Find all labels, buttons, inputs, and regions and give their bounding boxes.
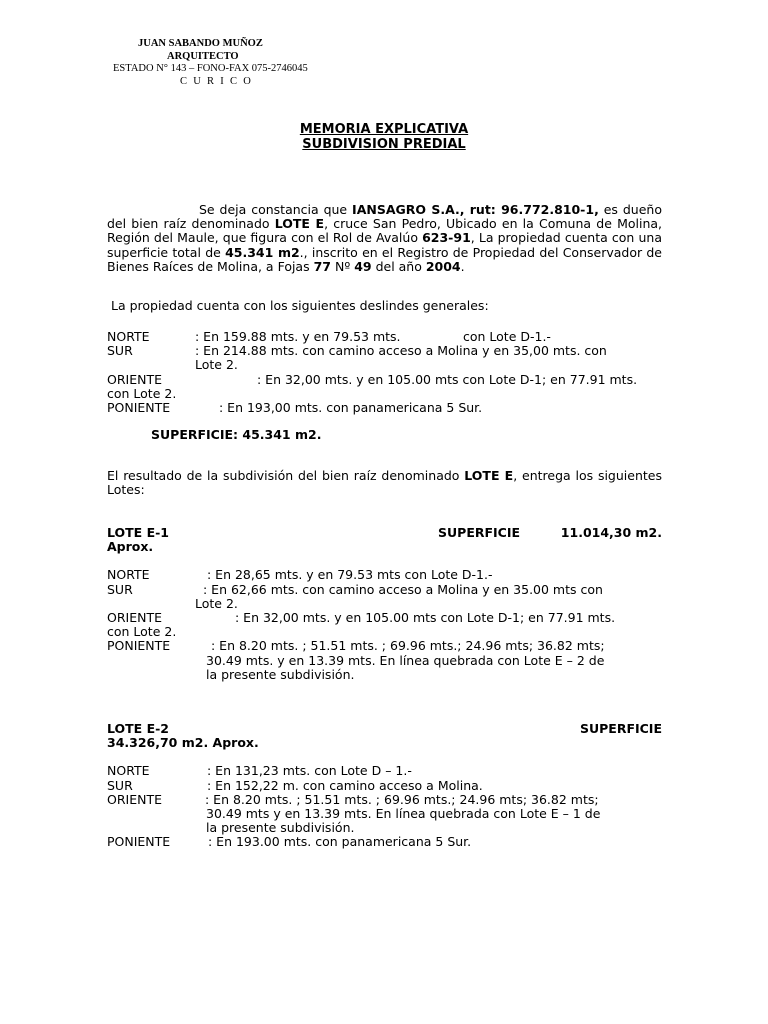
intro-paragraph: Se deja constancia que IANSAGRO S.A., rut: 96.772.810-1, es dueño del bien raíz denominado LOTE E, cruce San Pedro, Ubicado en la Comuna de Molina, Región del Maule, que figura con el Rol de Avalúo 623-91, La propiedad cuenta con una superficie total de 45.341 m2., inscrito en el Registro de Propiedad del Conservador de Bienes Raíces de Molina, a Fojas 77 Nº 49 del año 2004. bbox=[107, 202, 663, 274]
lote-e2-sup-label: SUPERFICIE bbox=[579, 721, 662, 736]
lote-e2-norte: NORTE : En 131,23 mts. con Lote D – 1.- bbox=[107, 763, 412, 779]
document-title bbox=[0, 122, 768, 152]
architect-address: ESTADO N° 143 – FONO-FAX 075-2746045 bbox=[113, 63, 308, 74]
lote-e2-poniente: PONIENTE : En 193.00 mts. con panamericana 5 Sur. bbox=[107, 834, 472, 850]
lote-e1-poniente: PONIENTE : En 8.20 mts. ; 51.51 mts. ; 69.96 mts.; 24.96 mts; 36.82 mts; bbox=[107, 638, 605, 654]
letterhead bbox=[105, 38, 335, 88]
lote-e2-name: LOTE E-2 bbox=[107, 721, 169, 736]
lote-e1: LOTE E-1 SUPERFICIE 11.014,30 m2. Aprox. NORTE : En 28,65 mts. y en 79.53 mts con Lote D-1.- SUR : En 62,66 mts. con camino acceso a Molina y en 35.00 mts con Lote 2. ORIENTE : En 32,00 mts. y en 105.00 mts con Lote D-1; en 77.91 mts. con Lote 2. PONIENTE : En 8.20 mts. ; 51.51 mts. ; 69.96 mts.; 24.96 mts; 36.82 mts; 30.49 mts. y en 13.39 mts. En línea quebrada con Lote E – 2 de la presente subdivisión. bbox=[107, 525, 662, 682]
general-poniente: PONIENTE : En 193,00 mts. con panamericana 5 Sur. bbox=[107, 399, 483, 415]
lote-e2: LOTE E-2 SUPERFICIE 34.326,70 m2. Aprox. NORTE : En 131,23 mts. con Lote D – 1.- SUR : En 152,22 m. con camino acceso a Molina. ORIENTE : En 8.20 mts. ; 51.51 mts. ; 69.96 mts.; 24.96 mts; 36.82 mts; 30.49 mts y en 13.39 mts. En línea quebrada con Lote E – 1 de la presente subdivisión. PONIENTE : En 193.00 mts. con panamericana 5 Sur. bbox=[107, 721, 662, 850]
lote-e1-sup-label: SUPERFICIE bbox=[438, 525, 521, 540]
deslindes-intro: La propiedad cuenta con los siguientes deslindes generales: bbox=[111, 298, 489, 313]
lote-e2-oriente: ORIENTE : En 8.20 mts. ; 51.51 mts. ; 69.96 mts.; 24.96 mts; 36.82 mts; bbox=[107, 791, 599, 807]
lote-e2-header bbox=[107, 722, 662, 736]
superficie-total: SUPERFICIE: 45.341 m2. bbox=[151, 427, 322, 442]
general-norte: NORTE : En 159.88 mts. y en 79.53 mts. con Lote D-1.- bbox=[107, 329, 551, 344]
lote-e1-name: LOTE E-1 bbox=[107, 525, 169, 540]
general-sur: SUR : En 214.88 mts. con camino acceso a Molina y en 35,00 mts. con bbox=[107, 343, 607, 359]
general-boundaries: NORTE : En 159.88 mts. y en 79.53 mts. con Lote D-1.- SUR : En 214.88 mts. con camino acceso a Molina y en 35,00 mts. con Lote 2. ORIENTE : En 32,00 mts. y en 105.00 mts con Lote D-1; en 77.91 mts. con Lote 2. PONIENTE : En 193,00 mts. con panamericana 5 Sur. bbox=[107, 330, 662, 415]
lote-e1-oriente: ORIENTE : En 32,00 mts. y en 105.00 mts con Lote D-1; en 77.91 mts. bbox=[107, 609, 616, 625]
lote-e2-sur: SUR : En 152,22 m. con camino acceso a Molina. bbox=[107, 777, 483, 793]
lote-e2-sup-value: 34.326,70 m2. Aprox. bbox=[107, 735, 259, 751]
resultado-paragraph: El resultado de la subdivisión del bien raíz denominado LOTE E, entrega los siguientes Lotes: bbox=[107, 468, 662, 498]
lote-e1-norte: NORTE : En 28,65 mts. y en 79.53 mts con Lote D-1.- bbox=[107, 567, 493, 583]
lote-e1-header bbox=[107, 526, 662, 540]
title-line-2: SUBDIVISION PREDIAL bbox=[302, 137, 466, 152]
general-oriente: ORIENTE : En 32,00 mts. y en 105.00 mts con Lote D-1; en 77.91 mts. bbox=[107, 371, 638, 387]
lote-e1-aprox: Aprox. bbox=[107, 539, 154, 555]
lote-e1-sup-value: 11.014,30 m2. bbox=[560, 525, 662, 540]
architect-city: C U R I C O bbox=[180, 75, 253, 87]
lote-e1-sur: SUR : En 62,66 mts. con camino acceso a Molina y en 35.00 mts con bbox=[107, 581, 603, 597]
architect-title: ARQUITECTO bbox=[167, 50, 239, 62]
title-line-1: MEMORIA EXPLICATIVA bbox=[299, 122, 469, 137]
architect-name: JUAN SABANDO MUÑOZ bbox=[138, 38, 263, 49]
